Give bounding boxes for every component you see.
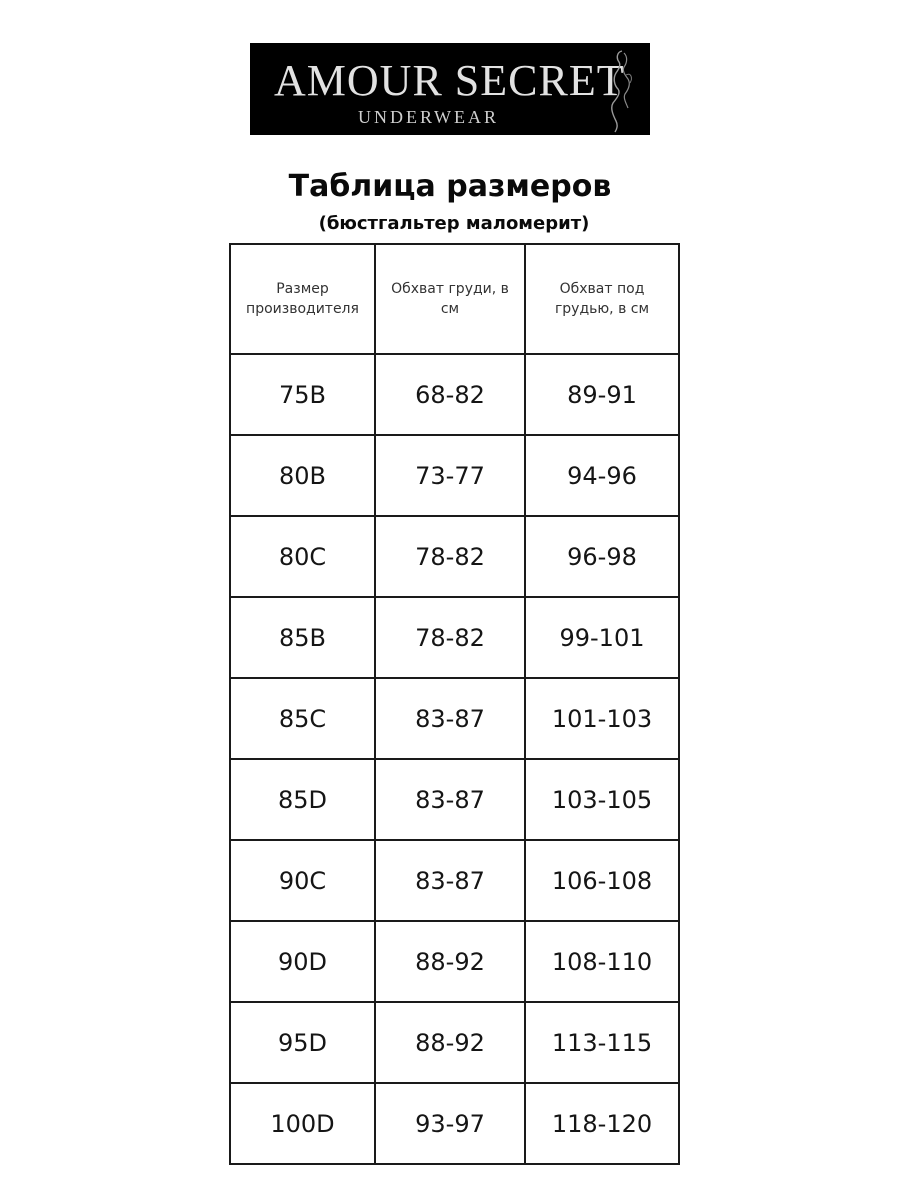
- table-row: [230, 759, 679, 840]
- header-manufacturer-size: Размер производителя: [230, 244, 375, 354]
- cell-underbust: 108-110: [525, 921, 679, 1002]
- cell-bust: 93-97: [375, 1083, 525, 1164]
- woman-silhouette-icon: [600, 45, 640, 133]
- table-row: [230, 516, 679, 597]
- cell-underbust: 118-120: [525, 1083, 679, 1164]
- logo-sub-text: UNDERWEAR: [358, 107, 499, 127]
- cell-bust: 73-77: [375, 435, 525, 516]
- cell-size: 80C: [230, 516, 375, 597]
- cell-underbust: 96-98: [525, 516, 679, 597]
- cell-underbust: 89-91: [525, 354, 679, 435]
- cell-size: 95D: [230, 1002, 375, 1083]
- cell-bust: 88-92: [375, 1002, 525, 1083]
- table-row: [230, 597, 679, 678]
- table-row: [230, 921, 679, 1002]
- cell-bust: 83-87: [375, 759, 525, 840]
- table-row: [230, 1002, 679, 1083]
- table-header-row: [230, 244, 679, 354]
- cell-size: 90C: [230, 840, 375, 921]
- cell-bust: 68-82: [375, 354, 525, 435]
- page-title: Таблица размеров: [288, 169, 612, 204]
- cell-bust: 78-82: [375, 597, 525, 678]
- cell-bust: 83-87: [375, 678, 525, 759]
- table-row: [230, 678, 679, 759]
- cell-underbust: 94-96: [525, 435, 679, 516]
- cell-bust: 78-82: [375, 516, 525, 597]
- table-row: [230, 435, 679, 516]
- cell-size: 100D: [230, 1083, 375, 1164]
- cell-size: 85D: [230, 759, 375, 840]
- cell-size: 85B: [230, 597, 375, 678]
- page-subtitle: (бюстгальтер маломерит): [318, 213, 590, 234]
- header-underbust: Обхват под грудью, в см: [525, 244, 679, 354]
- logo-brand-text: AMOUR SECRET: [274, 56, 625, 105]
- cell-underbust: 103-105: [525, 759, 679, 840]
- cell-size: 80B: [230, 435, 375, 516]
- cell-bust: 88-92: [375, 921, 525, 1002]
- cell-underbust: 101-103: [525, 678, 679, 759]
- brand-logo: [250, 43, 650, 135]
- cell-size: 90D: [230, 921, 375, 1002]
- cell-underbust: 106-108: [525, 840, 679, 921]
- table-row: [230, 1083, 679, 1164]
- cell-bust: 83-87: [375, 840, 525, 921]
- table-row: [230, 840, 679, 921]
- cell-size: 75B: [230, 354, 375, 435]
- cell-size: 85C: [230, 678, 375, 759]
- header-bust: Обхват груди, в см: [375, 244, 525, 354]
- size-table: [229, 243, 680, 1165]
- cell-underbust: 113-115: [525, 1002, 679, 1083]
- table-row: [230, 354, 679, 435]
- cell-underbust: 99-101: [525, 597, 679, 678]
